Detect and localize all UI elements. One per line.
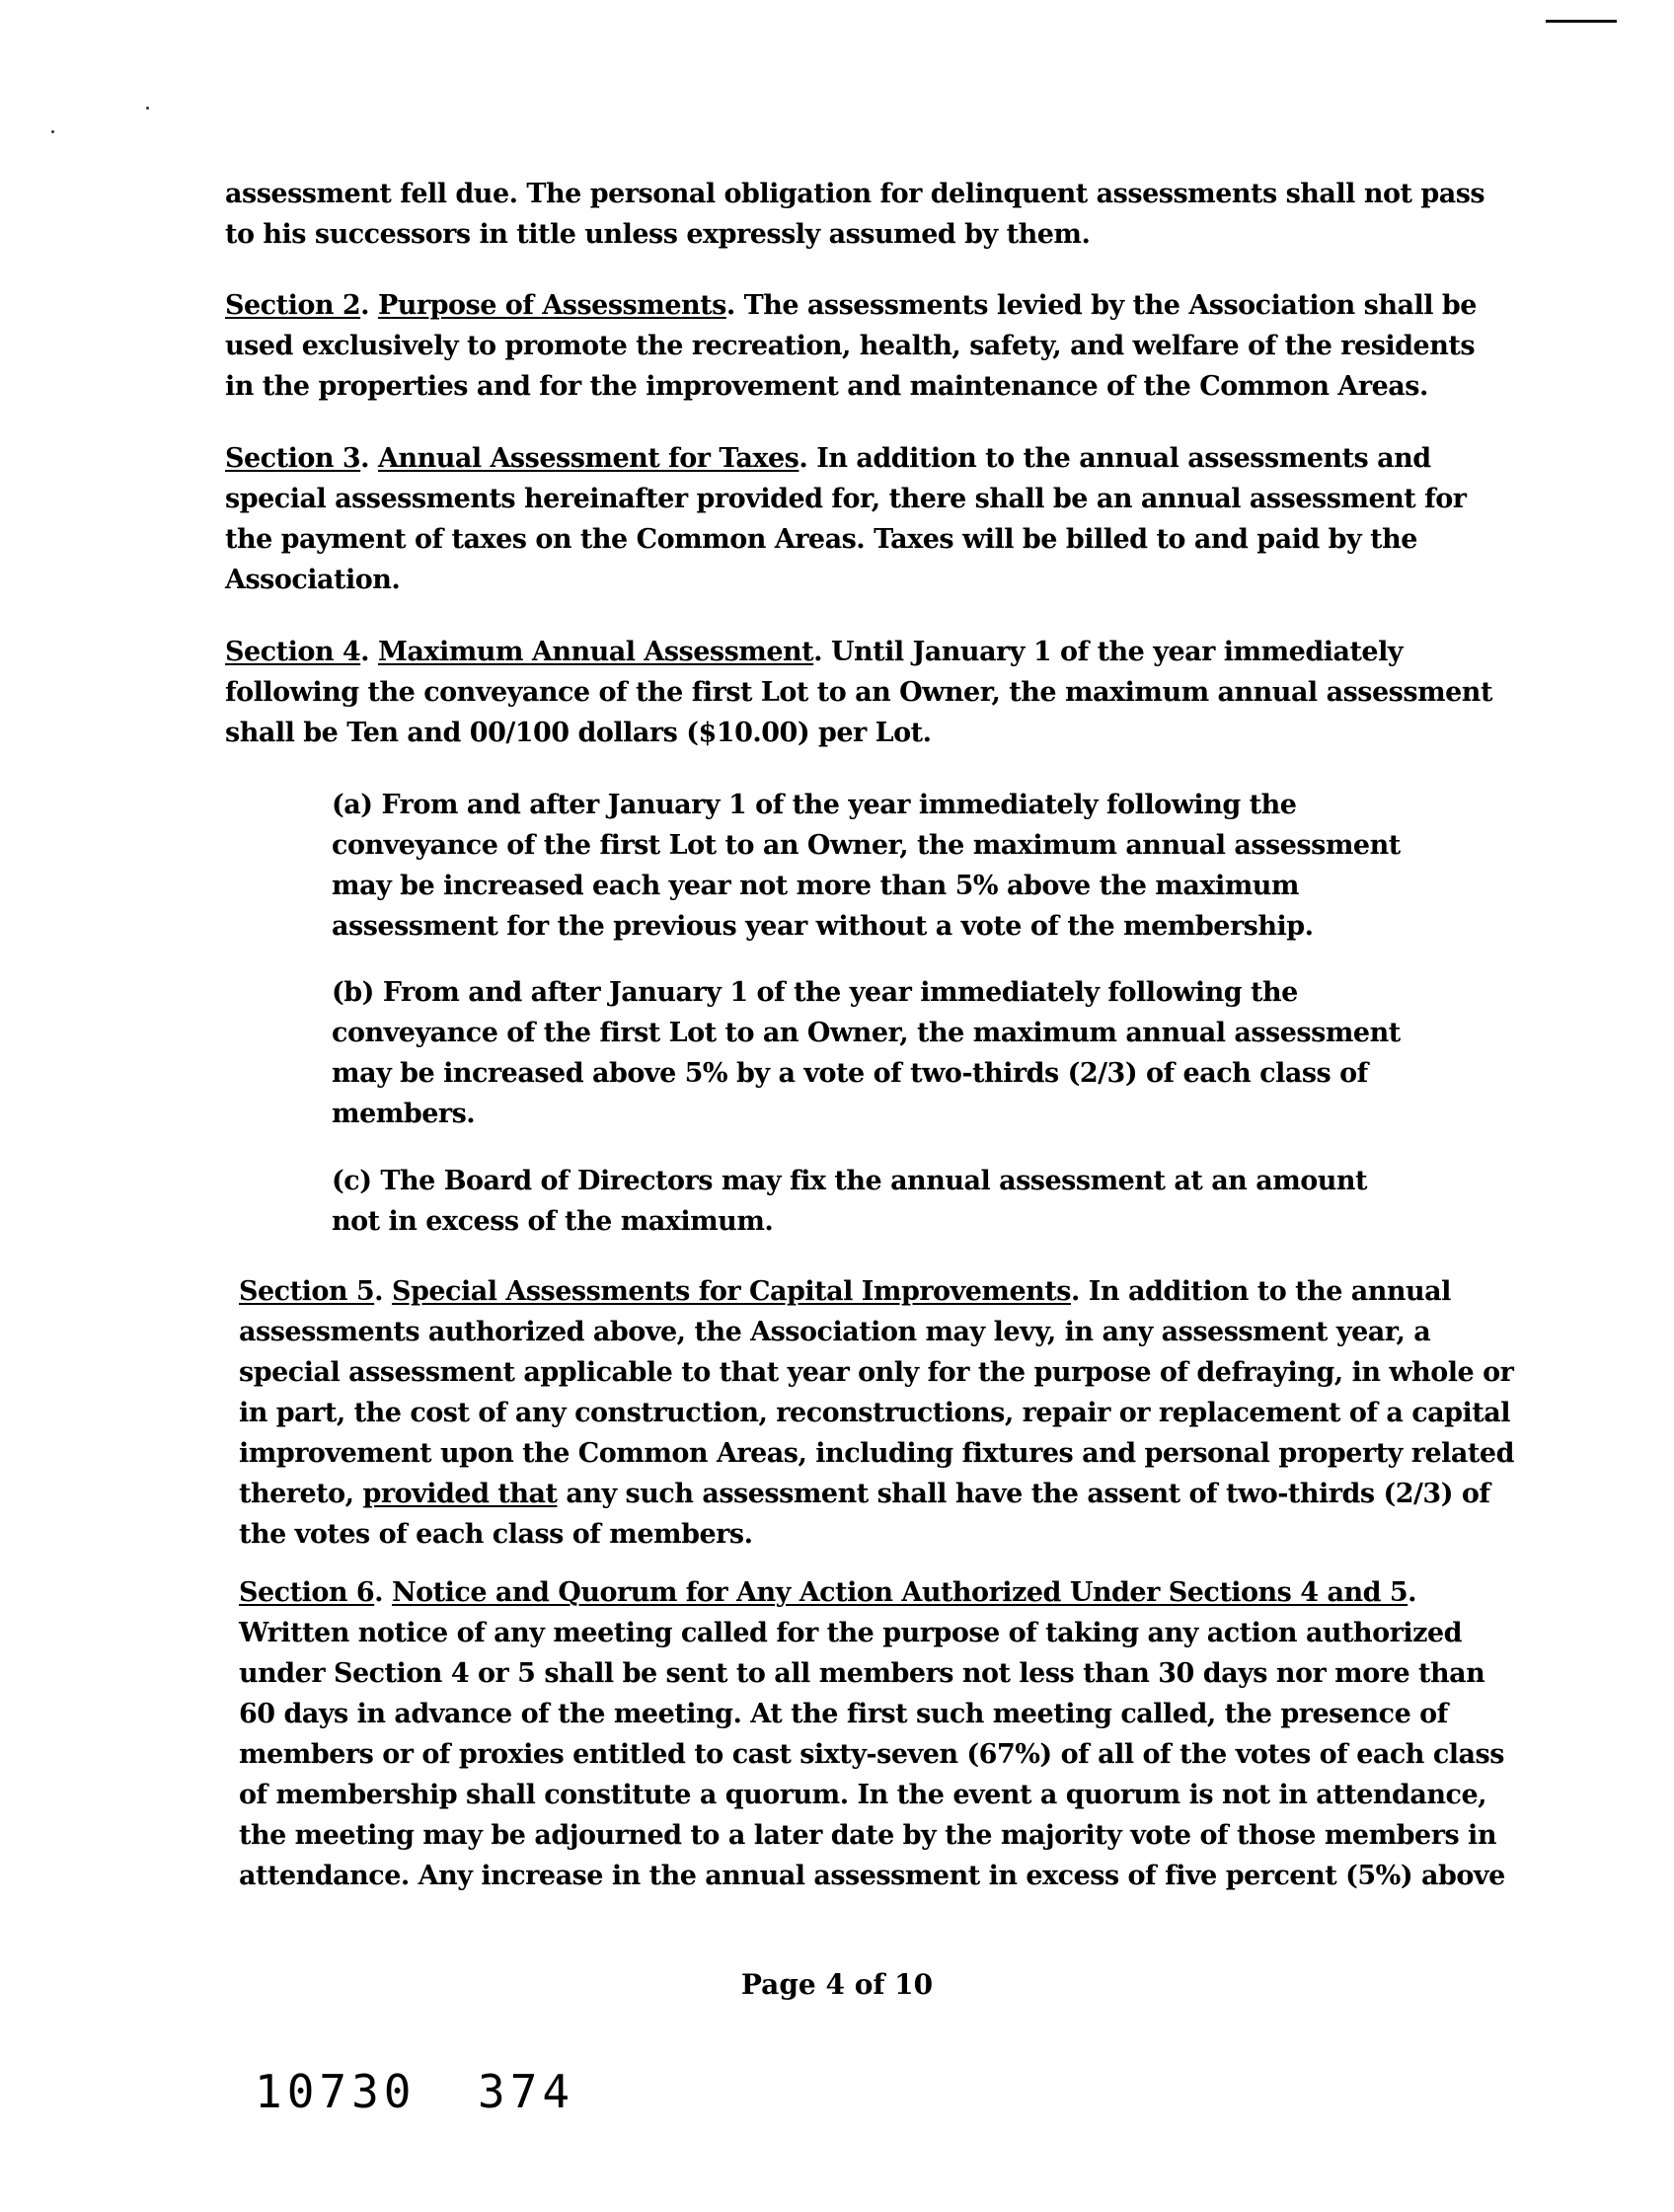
- text-line: to his successors in title unless expressly assumed by them.: [225, 219, 1091, 250]
- text-fragment: . In addition to the annual: [1071, 1276, 1451, 1307]
- section-2: [225, 285, 1597, 407]
- text-line: 60 days in advance of the meeting. At the first such meeting called, the presence of: [239, 1699, 1448, 1729]
- section-heading-line: Section 4. Maximum Annual Assessment. Until January 1 of the year immediately: [225, 637, 1404, 667]
- section-title: Maximum Annual Assessment: [377, 637, 814, 667]
- text-fragment: .: [1408, 1577, 1417, 1608]
- section-heading-line: Section 2. Purpose of Assessments. The assessments levied by the Association shall be: [225, 290, 1477, 321]
- text-line: the votes of each class of members.: [239, 1519, 753, 1550]
- text-line: under Section 4 or 5 shall be sent to all members not less than 30 days nor more than: [239, 1658, 1485, 1689]
- text-line: special assessments hereinafter provided for, there shall be an annual assessment for: [225, 484, 1467, 514]
- text-line: members or of proxies entitled to cast sixty-seven (67%) of all of the votes of each class: [239, 1739, 1504, 1770]
- section-label: Section 4: [225, 637, 361, 667]
- page-number: Page 4 of 10: [740, 1968, 934, 2001]
- text-fragment: . In addition to the annual assessments and: [799, 443, 1431, 474]
- text-line: shall be Ten and 00/100 dollars ($10.00) per Lot.: [225, 718, 932, 748]
- text-line: [239, 1474, 1591, 1514]
- text-fragment: any such assessment shall have the assent of two-thirds (2/3) of: [557, 1479, 1490, 1509]
- text-line: (a) From and after January 1 of the year immediately following the: [332, 790, 1297, 820]
- text-line: assessments authorized above, the Association may levy, in any assessment year, a: [239, 1317, 1431, 1347]
- section-4: [225, 632, 1597, 753]
- section-title: Notice and Quorum for Any Action Authorized Under Sections 4 and 5: [391, 1577, 1408, 1608]
- section-heading-line: Section 6. Notice and Quorum for Any Action Authorized Under Sections 4 and 5.: [239, 1577, 1417, 1608]
- text-line: assessment for the previous year without a vote of the membership.: [332, 911, 1314, 942]
- text-line: the payment of taxes on the Common Areas. Taxes will be billed to and paid by the: [225, 524, 1417, 555]
- text-line: assessment fell due. The personal obligation for delinquent assessments shall not pass: [225, 179, 1485, 209]
- section-label: Section 5: [239, 1276, 375, 1307]
- text-line: improvement upon the Common Areas, including fixtures and personal property related: [239, 1438, 1514, 1469]
- text-line: of membership shall constitute a quorum. In the event a quorum is not in attendance,: [239, 1780, 1487, 1810]
- text-fragment: . Until January 1 of the year immediately: [813, 637, 1404, 667]
- text-line: (c) The Board of Directors may fix the annual assessment at an amount: [332, 1166, 1368, 1196]
- text-line: (b) From and after January 1 of the year immediately following the: [332, 977, 1298, 1008]
- section-6: [239, 1572, 1591, 1896]
- text-line: in part, the cost of any construction, reconstructions, repair or replacement of a capital: [239, 1398, 1511, 1428]
- section-4-subparagraph-b: [332, 972, 1496, 1134]
- text-fragment: . The assessments levied by the Association shall be: [725, 290, 1477, 321]
- section-title: Purpose of Assessments: [377, 290, 726, 321]
- scan-speck: [146, 107, 149, 110]
- section-4-subparagraph-c: [332, 1161, 1496, 1242]
- text-fragment: thereto,: [239, 1479, 363, 1509]
- text-line: may be increased each year not more than 5% above the maximum: [332, 871, 1299, 901]
- underlined-phrase: provided that: [362, 1479, 558, 1509]
- scan-mark: [1546, 20, 1617, 23]
- text-line: following the conveyance of the first Lot to an Owner, the maximum annual assessment: [225, 677, 1492, 708]
- text-line: special assessment applicable to that year only for the purpose of defraying, in whole or: [239, 1357, 1514, 1388]
- section-heading-line: Section 3. Annual Assessment for Taxes. In addition to the annual assessments and: [225, 443, 1431, 474]
- section-5: [239, 1271, 1591, 1555]
- text-line: conveyance of the first Lot to an Owner, the maximum annual assessment: [332, 1018, 1401, 1048]
- intro-paragraph: [225, 174, 1597, 255]
- section-label: Section 3: [225, 443, 361, 474]
- text-line: conveyance of the first Lot to an Owner, the maximum annual assessment: [332, 830, 1401, 861]
- section-title: Annual Assessment for Taxes: [377, 443, 799, 474]
- section-4-subparagraph-a: [332, 785, 1496, 947]
- text-line: members.: [332, 1099, 476, 1129]
- text-line: not in excess of the maximum.: [332, 1206, 774, 1237]
- section-label: Section 6: [239, 1577, 375, 1608]
- text-line: attendance. Any increase in the annual assessment in excess of five percent (5%) above: [239, 1861, 1505, 1891]
- recording-book-number: 10730: [255, 2065, 417, 2118]
- text-line: Association.: [225, 565, 401, 595]
- section-title: Special Assessments for Capital Improvements: [391, 1276, 1071, 1307]
- section-3: [225, 438, 1597, 600]
- text-line: in the properties and for the improvement and maintenance of the Common Areas.: [225, 371, 1428, 402]
- text-line: may be increased above 5% by a vote of two-thirds (2/3) of each class of: [332, 1058, 1368, 1089]
- text-line: the meeting may be adjourned to a later date by the majority vote of those members in: [239, 1820, 1496, 1851]
- section-label: Section 2: [225, 290, 361, 321]
- text-line: used exclusively to promote the recreation, health, safety, and welfare of the residents: [225, 331, 1476, 361]
- recording-page-number: 374: [478, 2065, 575, 2118]
- scan-speck: [51, 130, 54, 133]
- section-heading-line: Section 5. Special Assessments for Capital Improvements. In addition to the annual: [239, 1276, 1451, 1307]
- text-line: Written notice of any meeting called for the purpose of taking any action authorized: [239, 1618, 1463, 1648]
